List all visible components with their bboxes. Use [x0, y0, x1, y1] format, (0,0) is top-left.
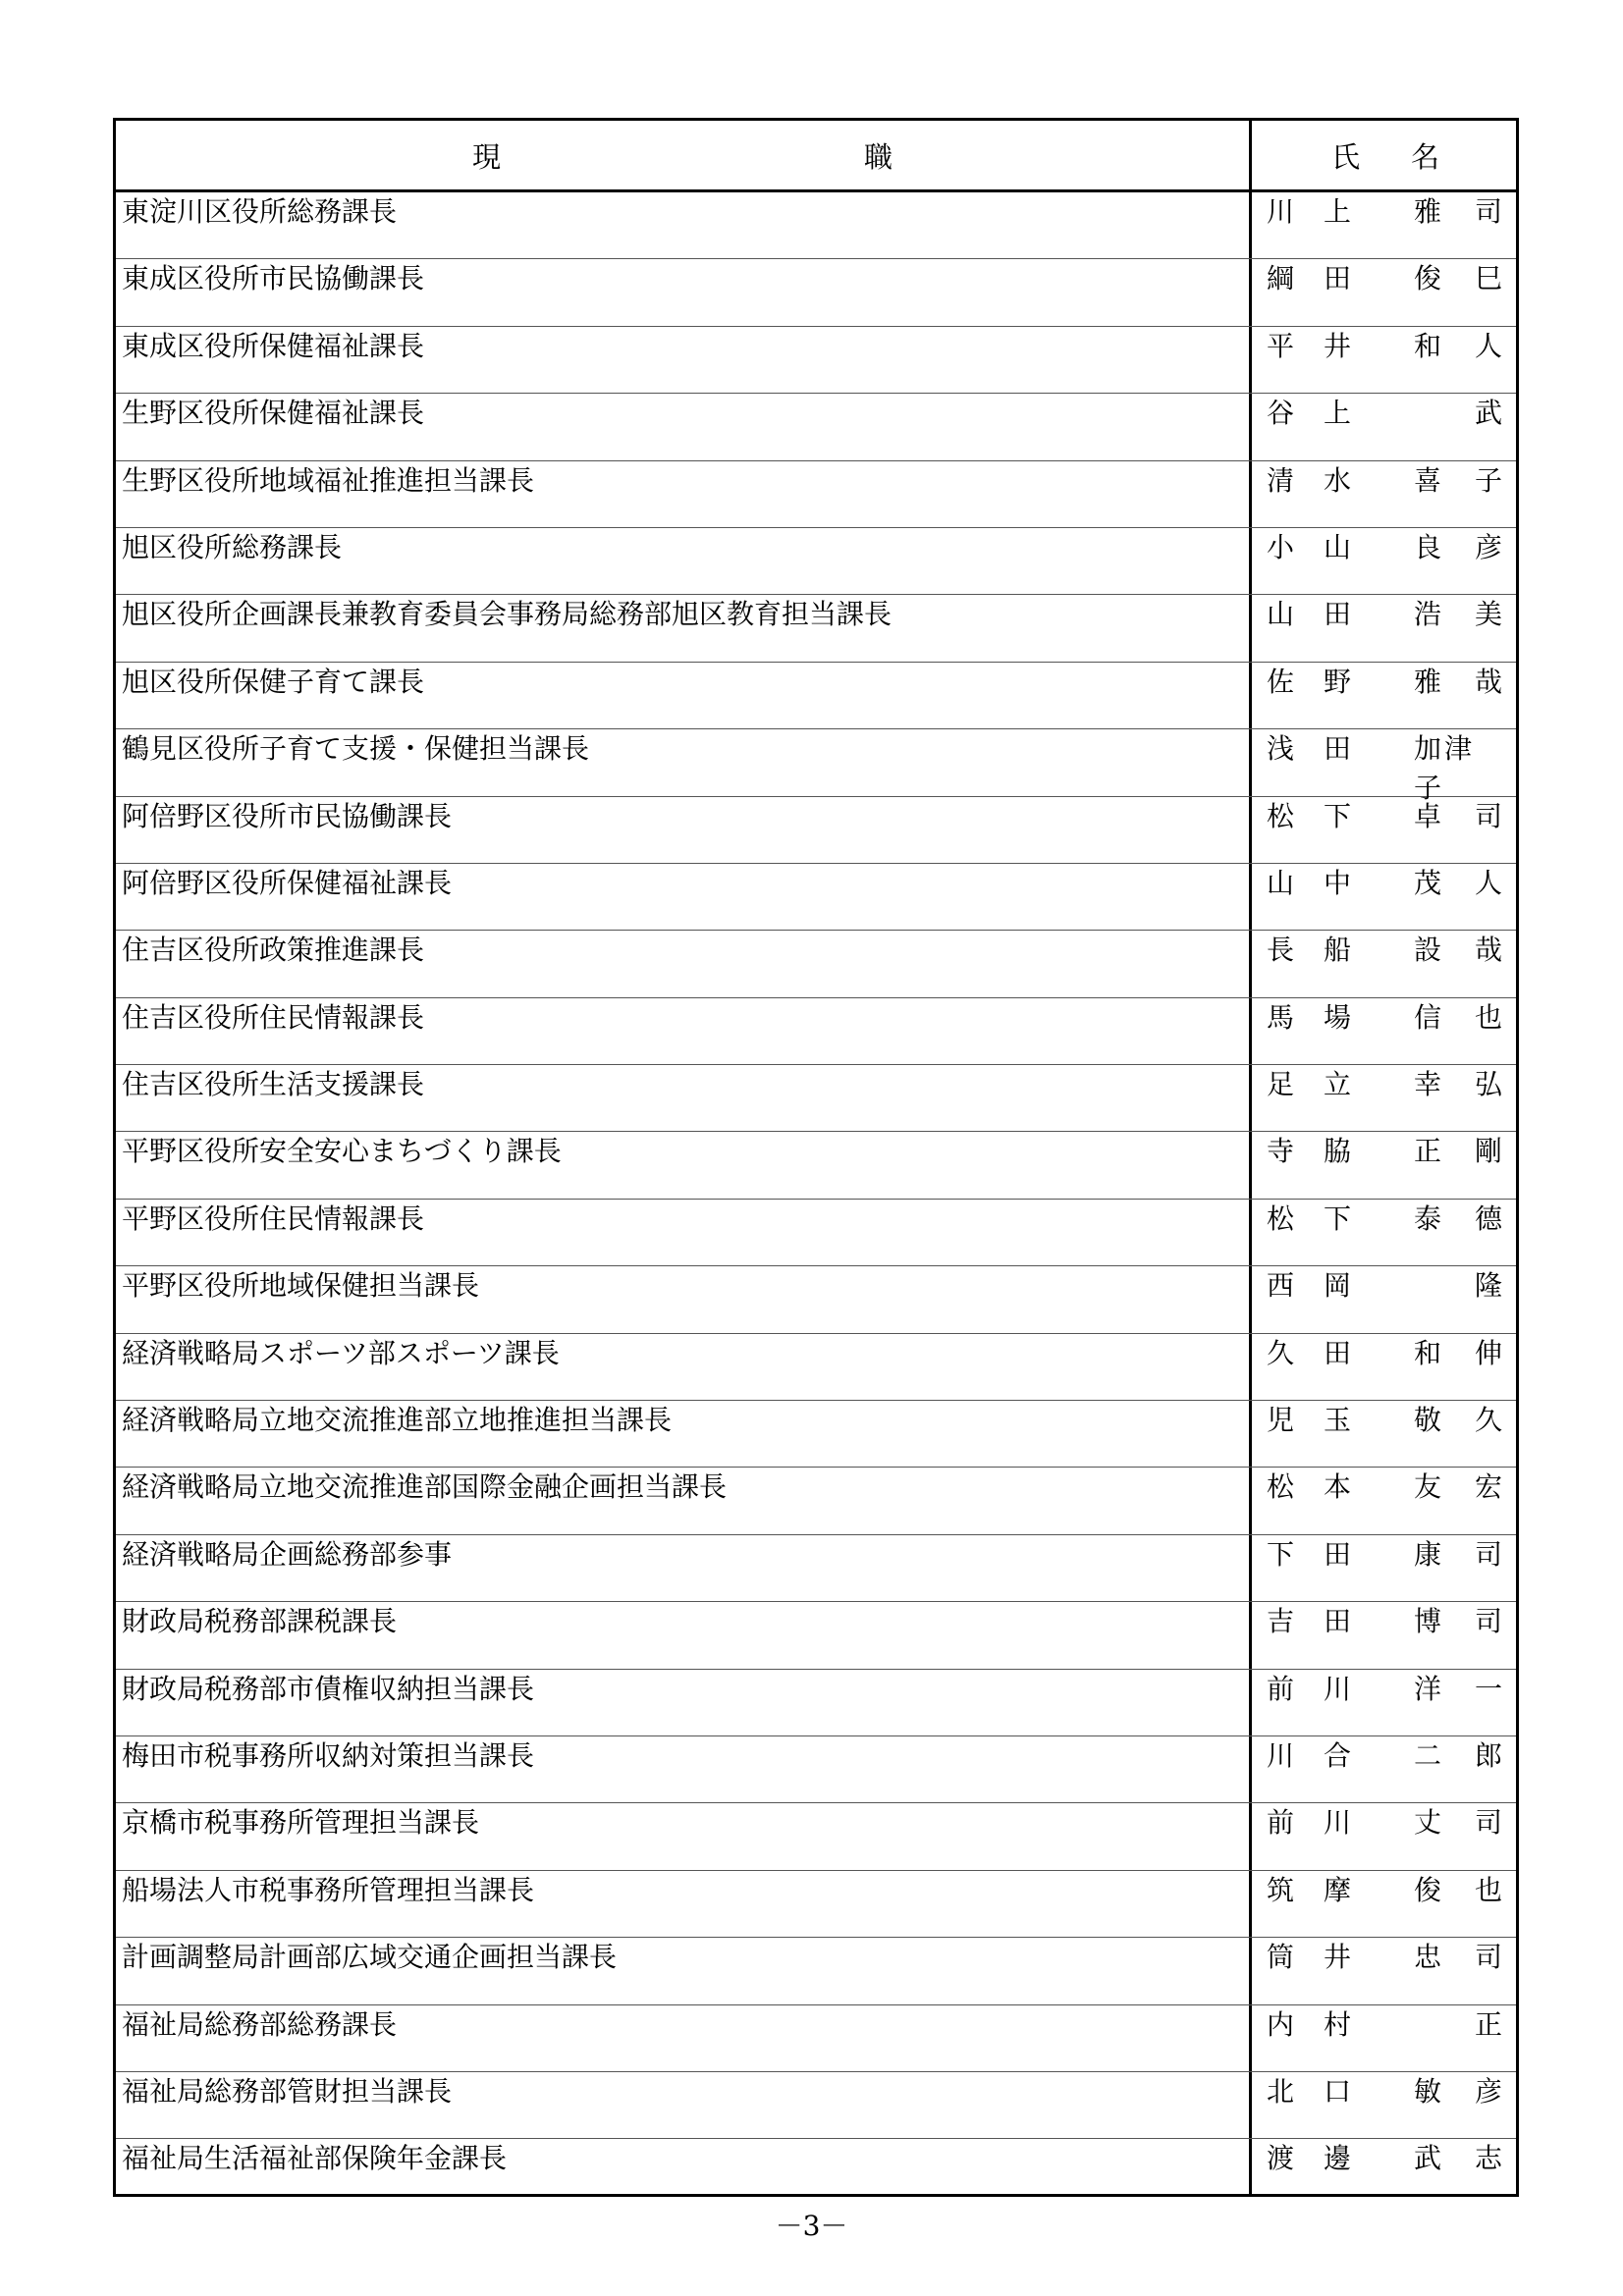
table-row [116, 1670, 1516, 1736]
header-position-char-1: 現 [471, 139, 501, 174]
person-name [1267, 192, 1502, 232]
surname-char: 前 [1267, 1672, 1295, 1705]
table-row [116, 1065, 1516, 1132]
table-row [116, 2005, 1516, 2072]
position-title: 住吉区役所住民情報課長 [122, 1000, 425, 1034]
given-name-char: 信 [1414, 1000, 1442, 1034]
position-title: 船場法人市税事務所管理担当課長 [122, 1873, 535, 1906]
person-name [1267, 1468, 1502, 1507]
given-name-char: 俊 [1414, 262, 1442, 295]
given-name-char: 也 [1475, 1873, 1503, 1906]
given-name-char: 設 [1414, 934, 1442, 967]
table-row [116, 1535, 1516, 1602]
given-name-char: 卓 [1414, 799, 1442, 832]
position-title: 住吉区役所生活支援課長 [122, 1068, 425, 1101]
given-name-char: 武 [1414, 2142, 1442, 2175]
surname-char: 脇 [1324, 1135, 1352, 1168]
given-name-char: 德 [1475, 1201, 1503, 1235]
given-name-char: 幸 [1414, 1068, 1442, 1101]
position-title: 平野区役所住民情報課長 [122, 1201, 425, 1235]
surname-char: 山 [1267, 598, 1295, 631]
surname-char: 北 [1267, 2074, 1295, 2108]
given-name-char: 美 [1475, 598, 1503, 631]
surname-char: 佐 [1267, 665, 1295, 698]
surname-char: 松 [1267, 1470, 1295, 1504]
table-row [116, 663, 1516, 729]
position-title: 住吉区役所政策推進課長 [122, 934, 425, 967]
given-name-char: 志 [1475, 2142, 1503, 2175]
surname-char: 合 [1324, 1738, 1352, 1772]
given-name-char: 茂 [1414, 866, 1442, 899]
given-name-char: 久 [1475, 1404, 1503, 1437]
position-title: 経済戦略局スポーツ部スポーツ課長 [122, 1336, 560, 1369]
given-name-char: 郎 [1475, 1738, 1503, 1772]
table-row [116, 1266, 1516, 1333]
given-name-char: 司 [1475, 1806, 1503, 1840]
given-name-char: 子 [1475, 463, 1503, 497]
person-name [1267, 2139, 1502, 2178]
position-title: 計画調整局計画部広域交通企画担当課長 [122, 1941, 618, 1974]
person-name [1267, 1602, 1502, 1641]
position-title: 財政局税務部市債権収納担当課長 [122, 1672, 535, 1705]
surname-char: 川 [1324, 1806, 1352, 1840]
position-title: 旭区役所総務課長 [122, 530, 343, 563]
table-row [116, 1132, 1516, 1199]
surname-char: 岡 [1324, 1269, 1352, 1303]
surname-char: 邊 [1324, 2142, 1352, 2175]
given-name-char: 司 [1475, 195, 1503, 228]
given-name-char: 彦 [1475, 530, 1503, 563]
table-row [116, 1938, 1516, 2004]
person-name [1267, 864, 1502, 903]
surname-char: 本 [1324, 1470, 1352, 1504]
given-name-char: 和 [1414, 329, 1442, 362]
given-name-char: 雅 [1414, 195, 1442, 228]
surname-char: 井 [1324, 1941, 1352, 1974]
table-row [116, 259, 1516, 326]
surname-char: 田 [1324, 1605, 1352, 1638]
person-name [1267, 327, 1502, 366]
table-row [116, 797, 1516, 864]
given-name-char: 也 [1475, 1000, 1503, 1034]
table-row [116, 1602, 1516, 1669]
surname-char: 田 [1324, 732, 1352, 766]
position-title: 阿倍野区役所保健福祉課長 [122, 866, 453, 899]
given-name-char: 司 [1475, 799, 1503, 832]
position-title: 梅田市税事務所収納対策担当課長 [122, 1738, 535, 1772]
given-name-char: 司 [1475, 1941, 1503, 1974]
given-name-char: 敏 [1414, 2074, 1442, 2108]
table-row [116, 1803, 1516, 1870]
surname-char: 山 [1324, 530, 1352, 563]
position-title: 旭区役所保健子育て課長 [122, 665, 425, 698]
table-row [116, 2072, 1516, 2139]
person-name [1267, 1132, 1502, 1171]
position-title: 経済戦略局企画総務部参事 [122, 1537, 453, 1571]
surname-char: 田 [1324, 262, 1352, 295]
table-body [116, 192, 1516, 2207]
position-title: 阿倍野区役所市民協働課長 [122, 799, 453, 832]
person-name [1267, 461, 1502, 501]
given-name-char: 丈 [1414, 1806, 1442, 1840]
person-name [1267, 1938, 1502, 1977]
given-name-char: 康 [1414, 1537, 1442, 1571]
given-name-char: 友 [1414, 1470, 1442, 1504]
surname-char: 川 [1267, 195, 1295, 228]
position-title: 東成区役所市民協働課長 [122, 262, 425, 295]
given-name-char: 加津子 [1414, 732, 1476, 805]
surname-char: 水 [1324, 463, 1352, 497]
surname-char: 渡 [1267, 2142, 1295, 2175]
given-name-char: 人 [1475, 329, 1503, 362]
surname-char: 久 [1267, 1336, 1295, 1369]
position-title: 経済戦略局立地交流推進部国際金融企画担当課長 [122, 1470, 728, 1504]
position-title: 東成区役所保健福祉課長 [122, 329, 425, 362]
given-name-char: 弘 [1475, 1068, 1503, 1101]
given-name-char: 忠 [1414, 1941, 1442, 1974]
surname-char: 清 [1267, 463, 1295, 497]
position-title: 生野区役所地域福祉推進担当課長 [122, 463, 535, 497]
person-name [1267, 931, 1502, 970]
table-row [116, 1401, 1516, 1468]
given-name-char: 哉 [1475, 665, 1503, 698]
surname-char: 馬 [1267, 1000, 1295, 1034]
surname-char: 上 [1324, 397, 1352, 430]
table-row [116, 1736, 1516, 1803]
given-name-char: 正 [1475, 2007, 1503, 2041]
person-name [1267, 1266, 1502, 1306]
personnel-table [113, 118, 1519, 2197]
surname-char: 寺 [1267, 1135, 1295, 1168]
person-name [1267, 797, 1502, 836]
given-name-char: 哉 [1475, 934, 1503, 967]
given-name-char: 喜 [1414, 463, 1442, 497]
given-name-char: 武 [1475, 397, 1503, 430]
given-name-char: 人 [1475, 866, 1503, 899]
surname-char: 谷 [1267, 397, 1295, 430]
table-row [116, 595, 1516, 662]
person-name [1267, 595, 1502, 634]
table-row [116, 192, 1516, 259]
given-name-char: 良 [1414, 530, 1442, 563]
given-name-char: 二 [1414, 1738, 1442, 1772]
surname-char: 川 [1267, 1738, 1295, 1772]
given-name-char: 浩 [1414, 598, 1442, 631]
page-number: －3－ [775, 2210, 848, 2242]
person-name [1267, 998, 1502, 1038]
position-title: 平野区役所地域保健担当課長 [122, 1269, 480, 1303]
person-name [1267, 1803, 1502, 1842]
table-header [116, 121, 1516, 192]
surname-char: 吉 [1267, 1605, 1295, 1638]
surname-char: 上 [1324, 195, 1352, 228]
surname-char: 筑 [1267, 1873, 1295, 1906]
surname-char: 松 [1267, 1201, 1295, 1235]
given-name-char: 敬 [1414, 1404, 1442, 1437]
surname-char: 田 [1324, 1537, 1352, 1571]
surname-char: 西 [1267, 1269, 1295, 1303]
given-name-char: 一 [1475, 1672, 1503, 1705]
table-row [116, 327, 1516, 394]
surname-char: 前 [1267, 1806, 1295, 1840]
person-name [1267, 1401, 1502, 1440]
person-name [1267, 1736, 1502, 1776]
person-name [1267, 259, 1502, 298]
position-title: 経済戦略局立地交流推進部立地推進担当課長 [122, 1404, 673, 1437]
position-title: 福祉局生活福祉部保険年金課長 [122, 2142, 508, 2175]
surname-char: 中 [1324, 866, 1352, 899]
surname-char: 小 [1267, 530, 1295, 563]
table-row [116, 1200, 1516, 1266]
position-title: 福祉局総務部総務課長 [122, 2007, 398, 2041]
person-name [1267, 1871, 1502, 1910]
person-name [1267, 2005, 1502, 2045]
surname-char: 口 [1324, 2074, 1352, 2108]
surname-char: 摩 [1324, 1873, 1352, 1906]
person-name [1267, 1065, 1502, 1104]
person-name [1267, 1535, 1502, 1575]
table-row [116, 931, 1516, 997]
surname-char: 筒 [1267, 1941, 1295, 1974]
header-name-char-2: 名 [1411, 139, 1440, 174]
position-title: 生野区役所保健福祉課長 [122, 397, 425, 430]
position-title: 福祉局総務部管財担当課長 [122, 2074, 453, 2108]
surname-char: 玉 [1324, 1404, 1352, 1437]
person-name [1267, 1334, 1502, 1373]
surname-char: 野 [1324, 665, 1352, 698]
header-position-char-2: 職 [864, 139, 893, 174]
person-name [1267, 663, 1502, 702]
position-title: 京橋市税事務所管理担当課長 [122, 1806, 480, 1840]
header-name-char-1: 氏 [1330, 139, 1360, 174]
surname-char: 立 [1324, 1068, 1352, 1101]
surname-char: 村 [1324, 2007, 1352, 2041]
person-name [1267, 729, 1502, 805]
given-name-char: 雅 [1414, 665, 1442, 698]
given-name-char: 正 [1414, 1135, 1442, 1168]
given-name-char: 司 [1475, 1537, 1503, 1571]
given-name-char: 剛 [1475, 1135, 1503, 1168]
surname-char: 下 [1267, 1537, 1295, 1571]
surname-char: 下 [1324, 1201, 1352, 1235]
table-row [116, 729, 1516, 805]
surname-char: 田 [1324, 598, 1352, 631]
person-name [1267, 394, 1502, 433]
table-row [116, 461, 1516, 528]
position-title: 平野区役所安全安心まちづくり課長 [122, 1135, 562, 1168]
position-title: 東淀川区役所総務課長 [122, 195, 398, 228]
surname-char: 松 [1267, 799, 1295, 832]
position-title: 旭区役所企画課長兼教育委員会事務局総務部旭区教育担当課長 [122, 598, 893, 631]
surname-char: 下 [1324, 799, 1352, 832]
given-name-char: 和 [1414, 1336, 1442, 1369]
surname-char: 浅 [1267, 732, 1295, 766]
header-position-column [116, 121, 1249, 189]
given-name-char: 彦 [1475, 2074, 1503, 2108]
table-row [116, 1468, 1516, 1534]
given-name-char: 洋 [1414, 1672, 1442, 1705]
table-row [116, 1334, 1516, 1401]
surname-char: 綱 [1267, 262, 1295, 295]
surname-char: 場 [1324, 1000, 1352, 1034]
table-row [116, 528, 1516, 595]
person-name [1267, 1200, 1502, 1239]
table-row [116, 998, 1516, 1065]
surname-char: 内 [1267, 2007, 1295, 2041]
surname-char: 川 [1324, 1672, 1352, 1705]
table-row [116, 2139, 1516, 2206]
given-name-char: 巳 [1475, 262, 1503, 295]
given-name-char: 隆 [1475, 1269, 1503, 1303]
surname-char: 船 [1324, 934, 1352, 967]
table-row [116, 864, 1516, 931]
given-name-char: 伸 [1475, 1336, 1503, 1369]
given-name-char: 博 [1414, 1605, 1442, 1638]
given-name-char: 宏 [1475, 1470, 1503, 1504]
person-name [1267, 1670, 1502, 1709]
surname-char: 平 [1267, 329, 1295, 362]
position-title: 財政局税務部課税課長 [122, 1605, 398, 1638]
surname-char: 児 [1267, 1404, 1295, 1437]
table-row [116, 1871, 1516, 1938]
surname-char: 長 [1267, 934, 1295, 967]
given-name-char: 俊 [1414, 1873, 1442, 1906]
person-name [1267, 2072, 1502, 2111]
surname-char: 井 [1324, 329, 1352, 362]
table-row [116, 394, 1516, 460]
surname-char: 山 [1267, 866, 1295, 899]
person-name [1267, 528, 1502, 567]
surname-char: 足 [1267, 1068, 1295, 1101]
given-name-char: 司 [1475, 1605, 1503, 1638]
position-title: 鶴見区役所子育て支援・保健担当課長 [122, 732, 590, 766]
header-name-column [1252, 121, 1519, 189]
surname-char: 田 [1324, 1336, 1352, 1369]
given-name-char: 泰 [1414, 1201, 1442, 1235]
